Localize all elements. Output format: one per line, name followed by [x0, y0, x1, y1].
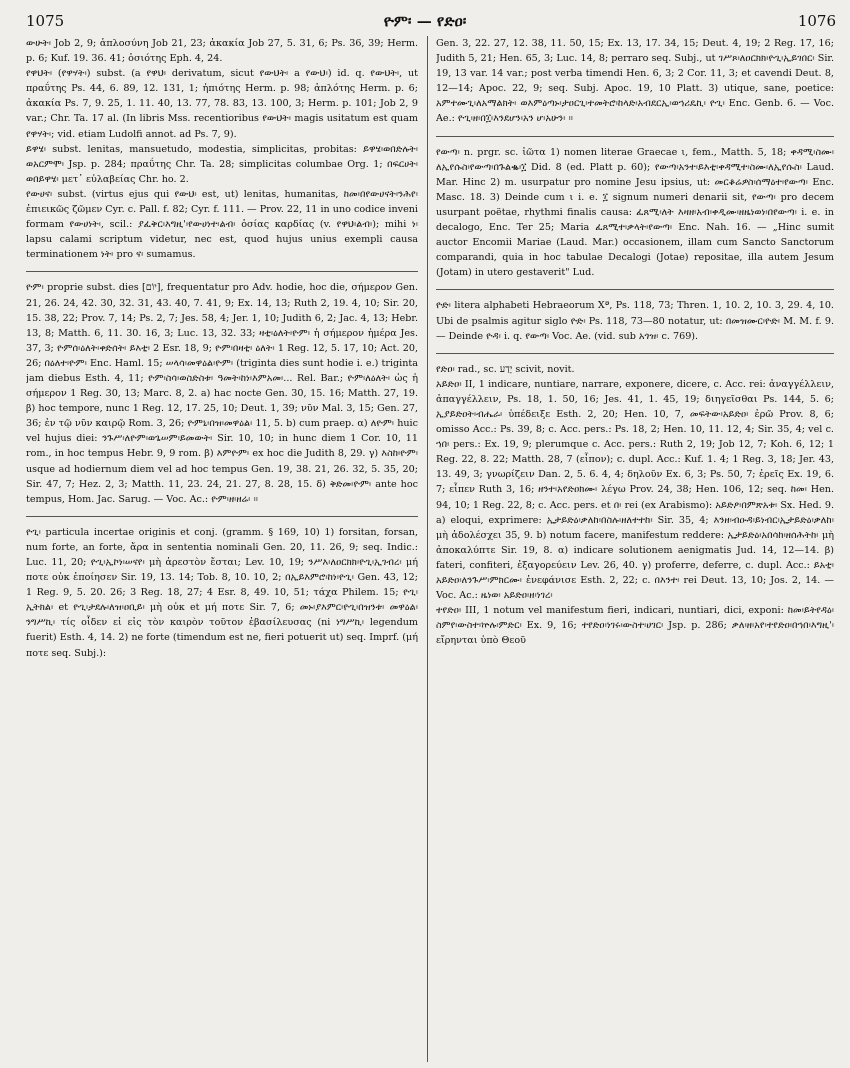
- dictionary-entry: አይድዐ፡ II, 1 indicare, nuntiare, narrare, exponere, dicere, c. Acc. rei: ἀναγγέλλειν, ἀπαγγέλλειν, Ps. 18, 1. 50, 16; Jes. 41, 1. 45, 19; διηγεῖσθαι Ps. 144, 5. 6; ኢያይድዐት፡ብሔራ፡ ὑπέδειξε Esth. 2, 20; Hen. 10, 7, መፍትው፡አይድዐ፡ ἐρῶ Prov. 8, 6; omisso Acc.: Ps. 39, 8; c. Acc. pers.: Ps. 18, 2; Hen. 10, 11. 12, 4; Sir. 35, 4; vel c. ኀበ፡ pers.: Ex. 19, 9; plerumque c. Acc. pers.: Ruth 2, 19; Job 12, 7; Koh. 6, 12; 1 Reg. 22, 8. 22; Matth. 28, 7 (εἶπον); c. dupl. Acc.: Kuf. 1. 4; 1 Reg. 3, 18; Jer. 43, 13. 49, 3; γνωρίζειν Dan. 2, 5. 6. 4, 4; δηλοῦν Ex. 6, 3; Ps. 50, 7; ἐρεῖς Ex. 19, 6. 7; εἶπεν Ruth 3, 16; ዘንተ፡አየድዐክሙ፡ λέγω Prov. 24, 38; Hen. 106, 12; seq. ከመ፡ Hen. 94, 10; 1 Reg. 22, 8; c. Acc. pers. et በ፡ rei (ex Arabismo): አይድዖ፡በምጽአቱ፡ Sx. Hed. 9. a) eloqui, exprimere: ኢታይድዕ፡ቃለከ፡በስሉ፡ዘለተተከ፡ Sir. 35, 4; እንዘ፡ብዑዳ፡ይነብር፡ኢታይድዕ፡ቃለከ፡ μὴ ἀδολέσχει 35, 9. b) notum facere, manifestum reddere: ኢታይድዕ፡አበሳከ፡ዘሰሕትከ፡ μὴ ἀποκαλύπτε Sir. 19, 8. α) indicare solutionem aenigmatis Jud. 14, 12—14. β) fateri, confiteri, ἐξαγορεύειν Lev. 26, 40. γ) proferre, deferre, c. dupl. Acc.: ይአቲ፡አይድዐ፡ለንጉሥ፡ምክርሙ፡ ἐνεφάνισε Esth. 2, 22; c. በእንተ፡ rei Deut. 13, 10; Jos. 2, 14. — Voc. Ac.: ዜነወ፡ አይድዐ፡ዘ፡ነገረ፡: [436, 378, 834, 602]
- column-divider: [427, 36, 428, 1062]
- dictionary-entry: ይዋሄ፡ subst. lenitas, mansuetudo, modestia, simplicitas, probitas: ይዋሄ፡ወበድሉት፡ወአርምሞ፡ Jsp. p. 284; πραΰτης Chr. Ta. 28; simplicitas columbae Org. 1; በፍርሀት፡ ወበይዋሄ፡ μετ᾽ εὐλαβείας Chr. ho. 2.: [26, 143, 418, 185]
- entry-separator: [436, 289, 834, 290]
- right-column: [436, 36, 834, 1064]
- entry-separator: [436, 353, 834, 354]
- left-column: [26, 36, 418, 1064]
- dictionary-entry: ተየድዐ፡ III, 1 notum vel manifestum fieri, indicari, nuntiari, dici, exponi: ከመ፡ይትየዳዕ፡ስምየ፡ውስተ፡ኵሉ፡ምድር፡ Ex. 9, 16; ተየድዐ፡ነገሩ፡ውስተ፡ሀገር፡ Jsp. p. 286; ቃለ፡ዘ፡አየ፡ተየድዐ፡በኀበ፡እግዚ'፡ εἴρηνται ὑπὸ Θεοῦ: [436, 605, 834, 647]
- dictionary-entry: የውሀና፡ subst. (virtus ejus qui የውህ፡ est, ut) lenitas, humanitas, ከመ፡በየውሀናት፡ንሕየ፡ ἐπιεικῶς ζῶμεν Cyr. c. Pall. f. 82; Cyr. f. 111. — Prov. 22, 11 in uno codice inveni formam የውሀነት፡, scil.: ያፈቅር፡እግዚ'፡የውሀነተ፡ልብ፡ ὁσίας καρδίας (v. የዋህ፡ልብ፡); mihi ነ፡ lapsu calami scriptum videtur, nec est, quod hujus unius exempli causa terminationem ነት፡ pro ና፡ sumamus.: [26, 188, 418, 261]
- dictionary-entry: የድዐ፡ rad., sc. יָדַע scivit, novit.: [436, 363, 575, 375]
- dictionary-entry: ዮም፡ proprie subst. dies [יוֹם], frequentatur pro Adv. hodie, hoc die, σήμερον Gen. 21, 26. 24, 42. 30, 32. 31, 43. 40, 7. 41, 9; Ex. 14, 13; Ruth 2, 19. 4, 10; Sir. 20, 15. 38, 22; Prov. 7, 14; Ps. 2, 7; Jes. 58, 4; Jer. 1, 10; Judith 6, 2; Jac. 4, 13; Hebr. 13, 8; Matth. 6, 11. 30. 16, 3; Luc. 13, 32. 33; ዛቲ፡ዕለት፡ዮም፡ ἡ σήμερον ἡμέρα Jes. 37, 3; ዮምሰ፡ዕለት፡ቀድሰት፡ ይእቲ፡ 2 Esr. 18, 9; ዮም፡በዛቲ፡ ዕለት፡ 1 Reg. 12, 5. 17, 10; Act. 20, 26; በዕለተ፡ዮም፡ Enc. Haml. 15; ሠላሳ፡መዋዕል፡ዮም፡ (triginta dies sunt hodie i. e.) triginta jam diebus Esth. 4, 11; ዮም፡ስሳ፡ወስድስቱ፡ ዓመት፡ከነ፡እምአመ፡... Rel. Bar.; ዮም፡ለዕለት፡ ὡς ἡ σήμερον 1 Reg. 30, 13; Marc. 8, 2. a) hac nocte Gen. 30, 15. 16; Matth. 27, 19. β) hoc tempore, nunc 1 Reg. 12, 17. 25, 10; Deut. 1, 39; νῦν Mal. 3, 15; Gen. 27, 36; ἐν τῷ νῦν καιρῷ Rom. 3, 26; ዮምኒ፡በዝ፡መዋዕል፡ 11, 5. b) cum praep. α) ለዮም፡ huic vel hujus diei: ንጉሥ፡ለዮም፡ወጌሠም፡ይመውት፡ Sir. 10, 10; in hunc diem 1 Cor. 10, 11 rom., in hoc tempus Hebr. 9, 9 rom. β) እምዮም፡ ex hoc die Judith 8, 29. γ) እስከ፡ዮም፡ usque ad hodiernum diem vel ad hoc tempus Gen. 19, 38. 21, 26. 32, 5. 35, 20; Sir. 47, 7; Hez. 2, 3; Matth. 11, 23. 24, 21. 27, 8. 28, 15. δ) ቅድመ፡ዮም፡ ante hoc tempus, Hom. Jac. Sarug. — Voc. Ac.: ዮም፡ዘ፡ዘሬ፡ ።: [26, 282, 418, 505]
- dictionary-entry: ዮጊ፡ particula incertae originis et conj. (gramm. § 169, 10) 1) forsitan, forsan, num forte, an forte, ἄρα in sententia nominali Gen. 20, 11. 26, 9; seq. Indic.: Luc. 11, 20; ዮጊ፡ኢኮነ፡ሠናየ፡ μὴ ἀρεστὸν ἔσται; Lev. 10, 19; ንሥእ፡ለዐርክክ፡ዮጊ፡ኢገብረ፡ μή ποτε οὐκ ἐποίησεν Sir. 19, 13. 14; Tob. 8, 10. 10, 2; በኢይእምሮ፡ከነ፡ዮጊ፡ Gen. 43, 12; 1 Reg. 9, 5. 20. 26; 3 Reg. 18, 27; 4 Esr. 8, 49. 10, 51; τάχα Philem. 15; ዮጊ፡ኢትክል፡ et ዮጊ፡ታደሉ፡ለዝ፡ዐቢይ፡ μὴ οὐκ et μή ποτε Sir. 7, 6; መኑ፡ያእምር፡ዮጊ፡በዝንቱ፡ መዋዕል፡ንግሥኪ፡ τίς οἶδεν εἰ εἰς τὸν καιρὸν τοῦτον ἐβασίλευσας (ni ነግሥኪ፡ legendum fuerit) Esth. 4, 14. 2) ne forte (timendum est ne, fieri potuerit ut) seq. Imprf. (μή ποτε seq. Subj.):: [26, 526, 418, 659]
- entry-separator: [26, 271, 418, 272]
- entry-separator: [436, 136, 834, 137]
- page-number-right: 1076: [797, 12, 836, 30]
- dictionary-entry: ውሁት፡ Job 2, 9; ἁπλοσύνη Job 21, 23; ἀκακία Job 27, 5. 31, 6; Ps. 36, 39; Herm. p. 6; Kuf. 19. 36. 41; ὁσιότης Eph. 4, 24.: [26, 38, 418, 65]
- header-guide-words: ዮም፡ — የድዐ፡: [383, 12, 467, 30]
- running-header: [0, 12, 850, 36]
- dictionary-entry: ዮድ፡ litera alphabeti Hebraeorum Xª, Ps. 118, 73; Thren. 1, 10. 2, 10. 3, 29. 4, 10. Ubi de psalmis agitur siglo ዮድ፡ Ps. 118, 73—80 notatur, ut: በመዝሙር፡ዮድ፡ M. M. f. 9. — Deinde ዮዳ፡ i. q. የውጣ፡ Voc. Ae. (vid. sub አጎዝ፡ c. 769).: [436, 300, 834, 342]
- dictionary-entry: የዋህት፡ (የዋሃት፡) subst. (a የዋህ፡ derivatum, sicut የውህት፡ a የውህ፡) id. q. የውህት፡, ut πραΰτης Ps. 44, 6. 89, 12. 131, 1; ἠπιότης Herm. p. 98; ἁπλότης Herm. p. 6; ἀκακία Ps. 7, 9. 25, 1. 11. 40, 13. 77, 78. 83, 13. 100, 3; Herm. p. 101; Job 2, 9 var.; Chr. Ta. 17 al. (In libris Mss. recentioribus የውህት፡ magis usitatum est quam የዋሃት፡; vid. etiam Ludolfi annot. ad Ps. 7, 9).: [26, 68, 418, 140]
- entry-separator: [26, 516, 418, 517]
- page-number-left: 1075: [26, 12, 65, 30]
- dictionary-entry: Gen. 3, 22. 27, 12. 38, 11. 50, 15; Ex. 13, 17. 34, 15; Deut. 4, 19; 2 Reg. 17, 16; Judith 5, 21; Hen. 65, 3; Luc. 14, 8; perraro seq. Subj., ut ገሥጾ፡ለዐርክክ፡ዮጊ፡ኢይገበር፡ Sir. 19, 13 var. 14 var.; post verba timendi Hen. 6, 3; 2 Cor. 11, 3; et cavendi Deut. 8, 12—14; Apoc. 22, 9; seq. Subj. Apoc. 19, 10 Platt. 3) utique, sane, poetice: አምተሙጊ፡ለአማልክት፡ ወእምዕጣኑ፡ታዐርጊ፡ተመትሮ፡ከላድ፡አብደርኢ፡ወኀሪዴኪ፡ ዮጊ፡ Enc. Genb. 6. — Voc. Ae.: ዮጊ፡ዘ፡በ፲፡እንደሆን፡አን ሆ፡አሁን፡ ።: [436, 38, 834, 125]
- dictionary-entry: የውጣ፡ n. prgr. sc. ἰῶτα 1) nomen literae Graecae ι, fem., Matth. 5, 18; ቀዳሚ፡ስሙ፡ለኢየሱስ፡የውጣ፡በጉልቈ፡፲ Did. 8 (ed. Platt p. 60); የውጣ፡አንተ፡ይእቲ፡ቀዳሚተ፡ስሙ፡ለኢየሱስ፡ Laud. Mar. Hinc 2) m. usurpatur pro nomine Jesu ipsius, ut: መርቆሬዎስ፡ሰማዕተ፡የውጣ፡ Enc. Masc. 18. 3) Deinde cum ι i. e. ፲ signum numeri denarii sit, የውጣ፡ pro decem usurpant poëtae, rhythmi finalis causa: ፈጸሚ፡ለት እዛዘ፡አብ፡ቀዲሙ፡ዘዜነወነ፡በየውጣ፡ i. e. in decalogo, Enc. Ter 25; Maria ፈጸሚተ፡ቃላት፡የውጣ፡ Enc. Nah. 16. — „Hinc sumit auctor Encomii Mariae (Laud. Mar.) occasionem, illam cum Sancto Sanctorum comparandi, quia in hoc tabulae Decalogi (Jotae) repositae, illa autem Jesum (Jotam) in utero gestaverit" Lud.: [436, 146, 834, 279]
